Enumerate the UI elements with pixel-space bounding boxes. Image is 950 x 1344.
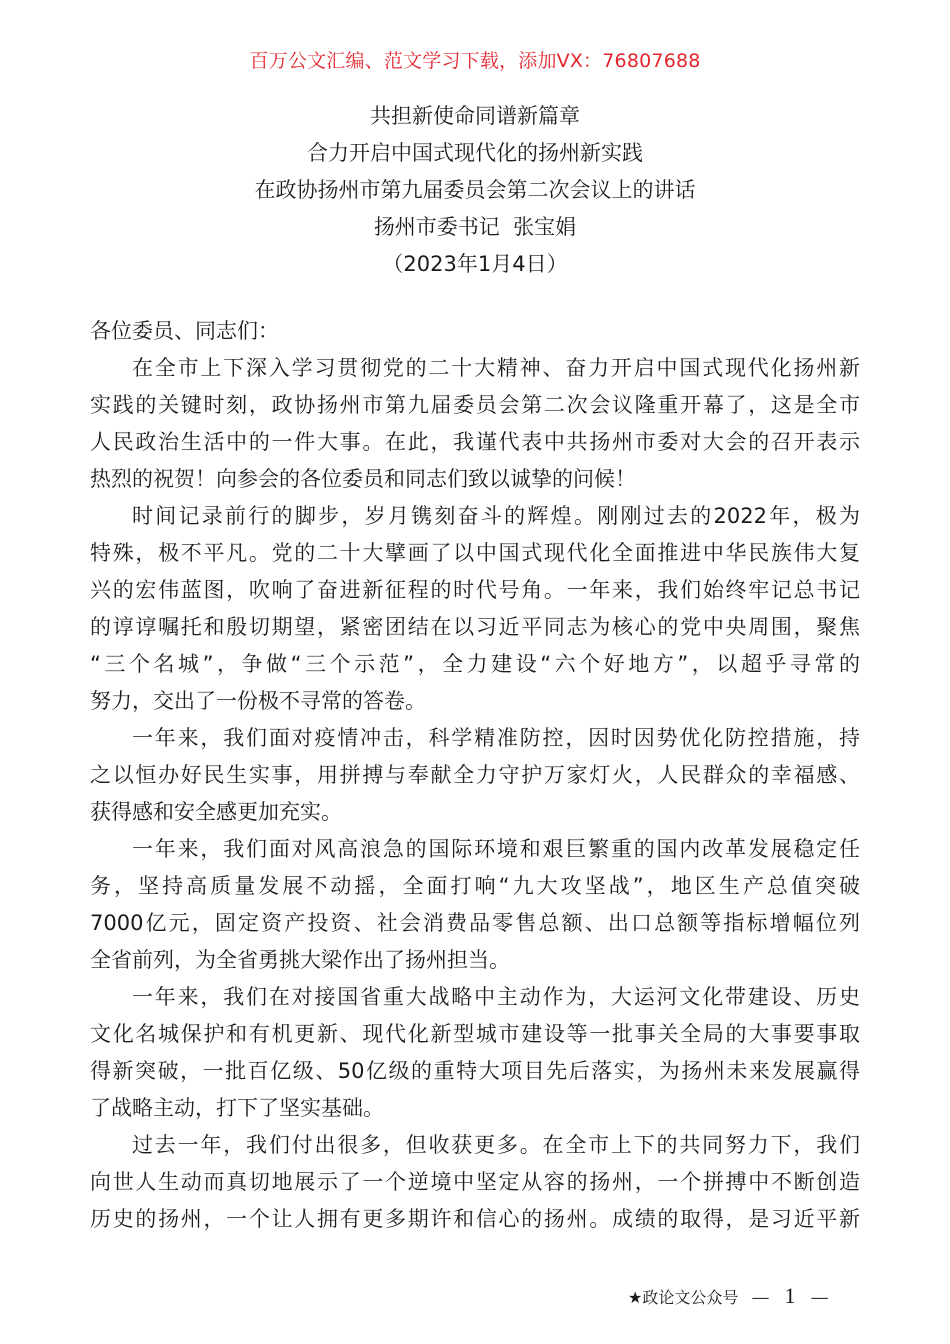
paragraph-line: 在全市上下深入学习贯彻党的二十大精神、奋力开启中国式现代化扬州新: [132, 356, 860, 380]
paragraph-line: 兴的宏伟蓝图，吹响了奋进新征程的时代号角。一年来，我们始终牢记总书记: [90, 578, 860, 602]
paragraph-5: [90, 979, 860, 1127]
document-title-line-2: 合力开启中国式现代化的扬州新实践: [307, 141, 643, 165]
paragraph-line: 一年来，我们在对接国省重大战略中主动作为，大运河文化带建设、历史: [132, 985, 860, 1009]
paragraph-line: 过去一年，我们付出很多，但收获更多。在全市上下的共同努力下，我们: [132, 1133, 860, 1157]
paragraph-line: 实践的关键时刻，政协扬州市第九届委员会第二次会议隆重开幕了，这是全市: [90, 393, 860, 417]
paragraph-line: 的谆谆嘱托和殷切期望，紧密团结在以习近平同志为核心的党中央周围，聚焦: [90, 615, 860, 639]
document-subtitle: 在政协扬州市第九届委员会第二次会议上的讲话: [254, 178, 696, 202]
paragraph-2: [90, 498, 860, 720]
paragraph-1: [90, 350, 860, 498]
paragraph-line: 人民政治生活中的一件大事。在此，我谨代表中共扬州市委对大会的召开表示: [90, 430, 860, 454]
date-line: （2023年1月4日）: [382, 252, 568, 276]
paragraph-6: [90, 1127, 860, 1238]
document-body: [90, 313, 860, 1238]
paragraph-line: 获得感和安全感更加充实。: [90, 800, 342, 824]
paragraph-3: [90, 720, 860, 831]
paragraph-line: 文化名城保护和有机更新、现代化新型城市建设等一批事关全局的大事要事取: [90, 1022, 860, 1046]
paragraph-line: 特殊，极不平凡。党的二十大擘画了以中国式现代化全面推进中华民族伟大复: [90, 541, 860, 565]
paragraph-line: 全省前列，为全省勇挑大梁作出了扬州担当。: [90, 948, 510, 972]
paragraph-line: 努力，交出了一份极不寻常的答卷。: [90, 689, 426, 713]
author-line: 扬州市委书记 张宝娟: [373, 215, 577, 239]
paragraph-line: 务，坚持高质量发展不动摇，全面打响“九大攻坚战”，地区生产总值突破: [90, 874, 860, 898]
page-footer: [628, 1283, 829, 1309]
paragraph-line: 一年来，我们面对疫情冲击，科学精准防控，因时因势优化防控措施，持: [132, 726, 860, 750]
footer-dash-right: —: [810, 1287, 829, 1308]
paragraph-4: [90, 831, 860, 979]
paragraph-line: 一年来，我们面对风高浪急的国际环境和艰巨繁重的国内改革发展稳定任: [132, 837, 860, 861]
paragraph-line: 得新突破，一批百亿级、50亿级的重特大项目先后落实，为扬州未来发展赢得: [90, 1059, 860, 1083]
document-title-block: [0, 98, 950, 283]
footer-dash-left: —: [751, 1287, 770, 1308]
paragraph-line: “三个名城”，争做“三个示范”，全力建设“六个好地方”，以超乎寻常的: [90, 652, 860, 676]
paragraph-line: 历史的扬州，一个让人拥有更多期许和信心的扬州。成绩的取得，是习近平新: [90, 1207, 860, 1231]
paragraph-line: 向世人生动而真切地展示了一个逆境中坚定从容的扬州，一个拼搏中不断创造: [90, 1170, 860, 1194]
footer-source-label: ★政论文公众号: [628, 1288, 739, 1307]
paragraph-line: 7000亿元，固定资产投资、社会消费品零售总额、出口总额等指标增幅位列: [90, 911, 860, 935]
paragraph-line: 之以恒办好民生实事，用拼搏与奉献全力守护万家灯火，人民群众的幸福感、: [90, 763, 860, 787]
paragraph-line: 了战略主动，打下了坚实基础。: [90, 1096, 384, 1120]
document-title-line-1: 共担新使命同谱新篇章: [370, 104, 580, 128]
page-number: 1: [784, 1283, 796, 1308]
paragraph-line: 时间记录前行的脚步，岁月镌刻奋斗的辉煌。刚刚过去的2022年，极为: [132, 504, 860, 528]
download-banner: 百万公文汇编、范文学习下载，添加VX：76807688: [249, 50, 701, 72]
paragraph-line: 热烈的祝贺！向参会的各位委员和同志们致以诚挚的问候！: [90, 467, 636, 491]
salutation: 各位委员、同志们：: [90, 319, 279, 343]
